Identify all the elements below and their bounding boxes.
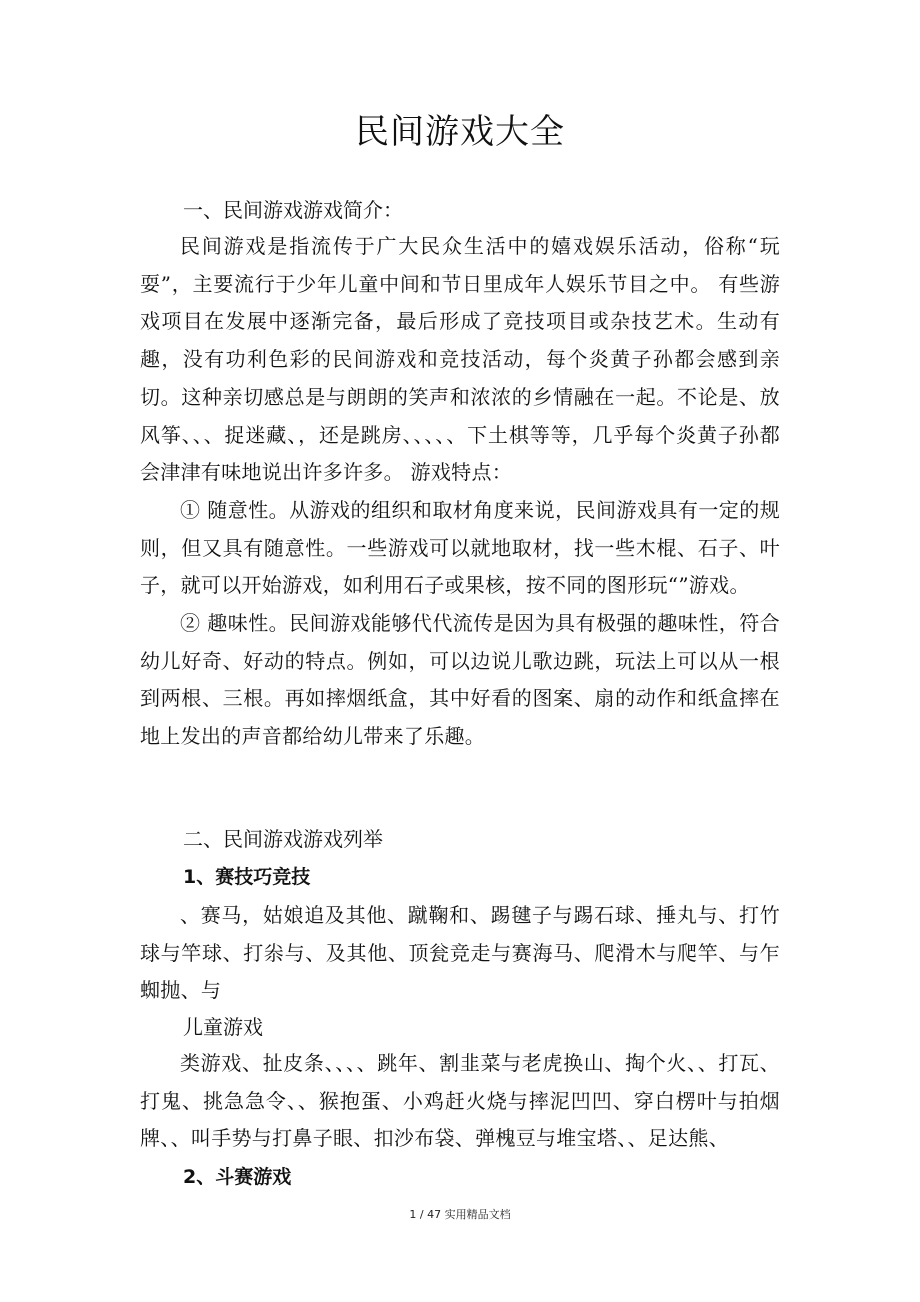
subheading-contest-games: 2、斗赛游戏	[183, 1166, 292, 1188]
page-title: 民间游戏大全	[355, 112, 565, 152]
kids-games-list	[140, 1045, 780, 1158]
intro-paragraph: 民间游戏是指流传于广大民众生活中的嬉戏娱乐活动，俗称“玩耍”，主要流行于少年儿童中间和节日里成年人娱乐节目之中。 有些游戏项目在发展中逐渐完备，最后形成了竞技项目或杂技艺术。生动有趣，没有功利色彩的民间游戏和竞技活动，每个炎黄子孙都会感到亲切。这种亲切感总是与朗朗的笑声和浓浓的乡情融在一起。不论是、放风筝、、、捉迷藏、，还是跳房、、、、、下土棋等等，几乎每个炎黄子孙都会津津有味地说出许多许多。 游戏特点：	[140, 234, 780, 485]
feature-randomness-paragraph: ① 随意性。从游戏的组织和取材角度来说，民间游戏具有一定的规则，但又具有随意性。一些游戏可以就地取材，找一些木棍、石子、叶子，就可以开始游戏，如利用石子或果核，按不同的图形玩“”游戏。	[140, 497, 780, 598]
feature-fun-paragraph: ② 趣味性。民间游戏能够代代流传是因为具有极强的趣味性，符合幼儿好奇、好动的特点。例如，可以边说儿歌边跳，玩法上可以从一根到两根、三根。再如摔烟纸盒，其中好看的图案、扇的动作和纸盒摔在地上发出的声音都给幼儿带来了乐趣。	[140, 611, 780, 749]
section-heading-intro: 一、民间游戏游戏简介：	[183, 198, 403, 222]
skill-competition-list	[140, 897, 780, 1010]
kids-games-items: 类游戏、扯皮条、、、、跳年、割韭菜与老虎换山、掏个火、、打瓦、打鬼、挑急急令、、猴抱蛋、小鸡赶火烧与摔泥凹凹、穿白楞叶与拍烟牌、、叫手势与打鼻子眼、扣沙布袋、弹槐豆与堆宝塔、、足达熊、	[140, 1051, 780, 1151]
skill-competition-items: 、赛马，姑娘追及其他、蹴鞠和、踢毽子与踢石球、捶丸与、打竹球与竿球、打尜与、及其他、顶瓮竞走与赛海马、爬滑木与爬竿、与乍蜘抛、与	[140, 903, 780, 1003]
page-footer: 1 / 47 实用精品文档	[409, 1208, 511, 1221]
kids-games-label: 儿童游戏	[183, 1015, 263, 1039]
section-heading-list: 二、民间游戏游戏列举	[183, 827, 383, 851]
subheading-skill-competition: 1、赛技巧竞技	[183, 866, 311, 888]
intro-body	[140, 228, 780, 756]
